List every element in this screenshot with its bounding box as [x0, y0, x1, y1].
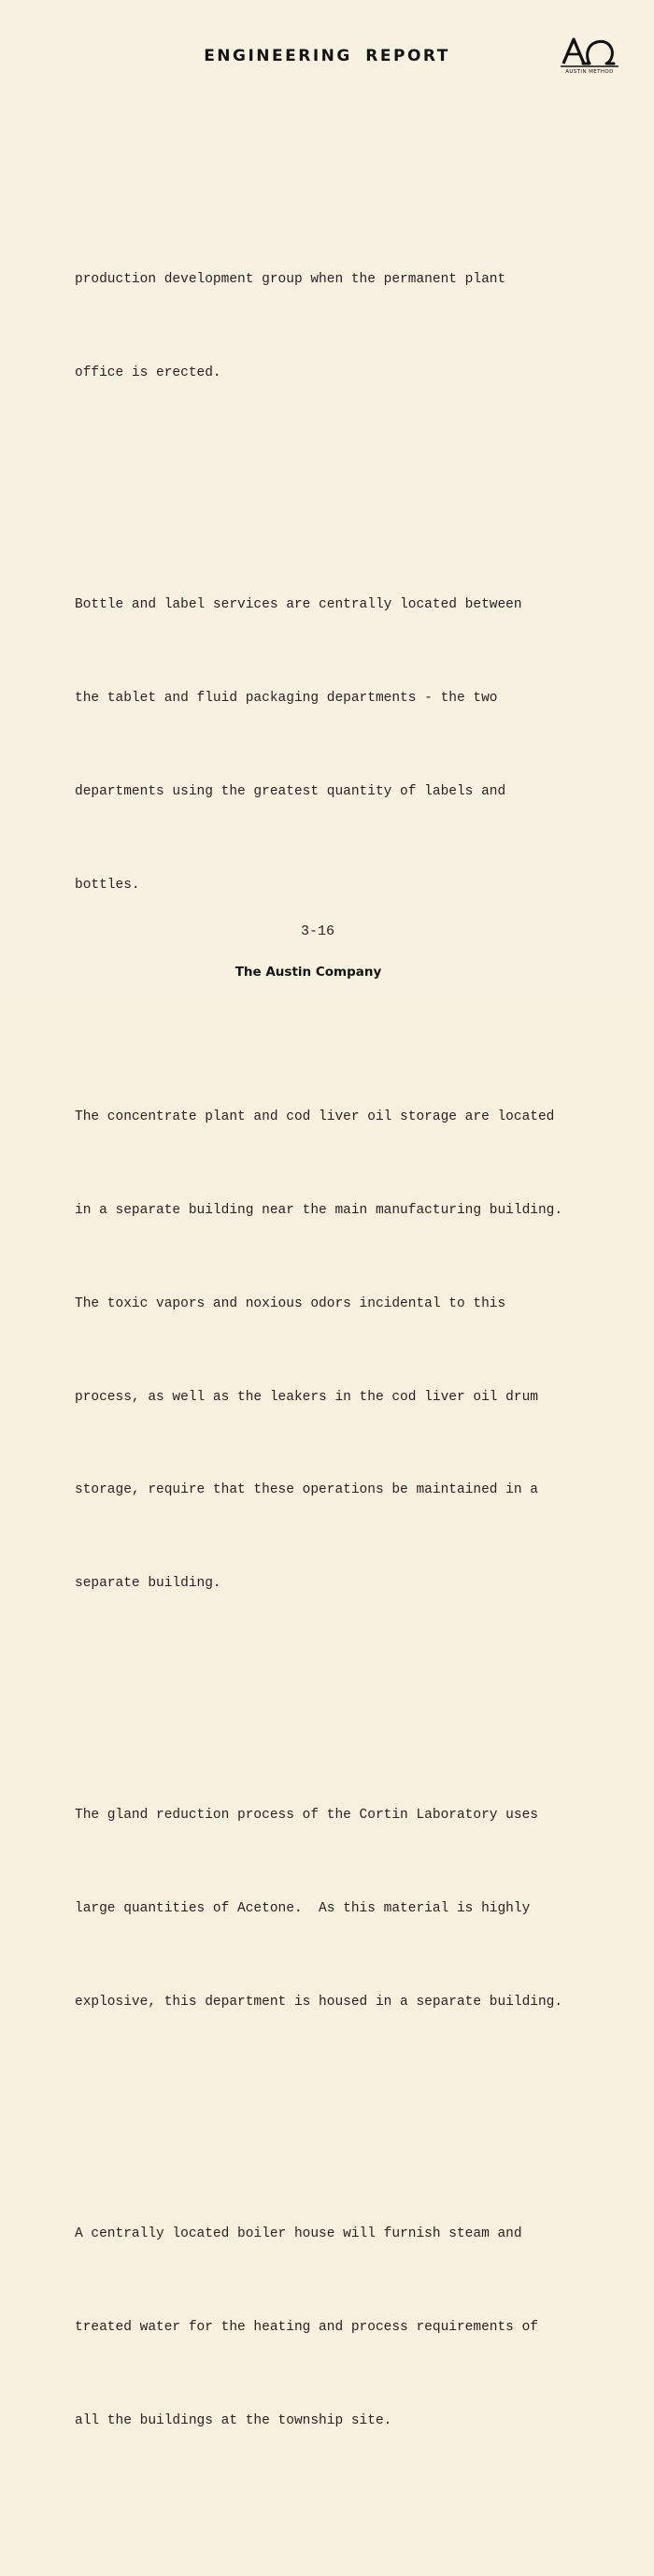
page-number: 3-16	[300, 923, 334, 939]
austin-logo-icon	[558, 36, 621, 73]
text-line: production development group when the permanent plant	[75, 272, 506, 288]
paragraph	[75, 1039, 635, 1662]
text-line: all the buildings at the township site.	[75, 2413, 392, 2429]
text-line: explosive, this department is housed in a separate building.	[75, 1995, 563, 2011]
text-line: process, as well as the leakers in the cod liver oil drum	[75, 1389, 538, 1405]
text-line: The concentrate plant and cod liver oil storage are located	[75, 1109, 555, 1124]
text-line: the tablet and fluid packaging departments - the two	[75, 691, 498, 707]
paragraph	[75, 528, 635, 964]
austin-method-logo	[558, 36, 621, 84]
logo-caption: AUSTIN METHOD	[565, 69, 614, 75]
text-line: treated water for the heating and process requirements of	[75, 2320, 538, 2336]
text-line: Bottle and label services are centrally located between	[75, 597, 522, 613]
text-line: A centrally located boiler house will furnish steam and	[75, 2226, 522, 2242]
text-line: in a separate building near the main manufacturing building.	[75, 1202, 563, 1218]
paragraph	[75, 2157, 635, 2499]
text-line: departments using the greatest quantity of labels and	[75, 783, 506, 799]
paragraph	[75, 203, 635, 451]
text-line: office is erected.	[75, 365, 221, 381]
text-line: large quantities of Acetone. As this material is highly	[75, 1901, 531, 1917]
footer-company: The Austin Company	[235, 965, 382, 980]
text-line: bottles.	[75, 877, 140, 893]
report-body	[75, 140, 635, 2576]
text-line: separate building.	[75, 1576, 221, 1592]
text-line: The gland reduction process of the Cortin Laboratory uses	[75, 1808, 538, 1824]
text-line: The toxic vapors and noxious odors incidental to this	[75, 1295, 506, 1311]
paragraph	[75, 1739, 635, 2081]
text-line: storage, require that these operations be maintained in a	[75, 1482, 538, 1498]
report-header-title: ENGINEERING REPORT	[204, 47, 450, 65]
